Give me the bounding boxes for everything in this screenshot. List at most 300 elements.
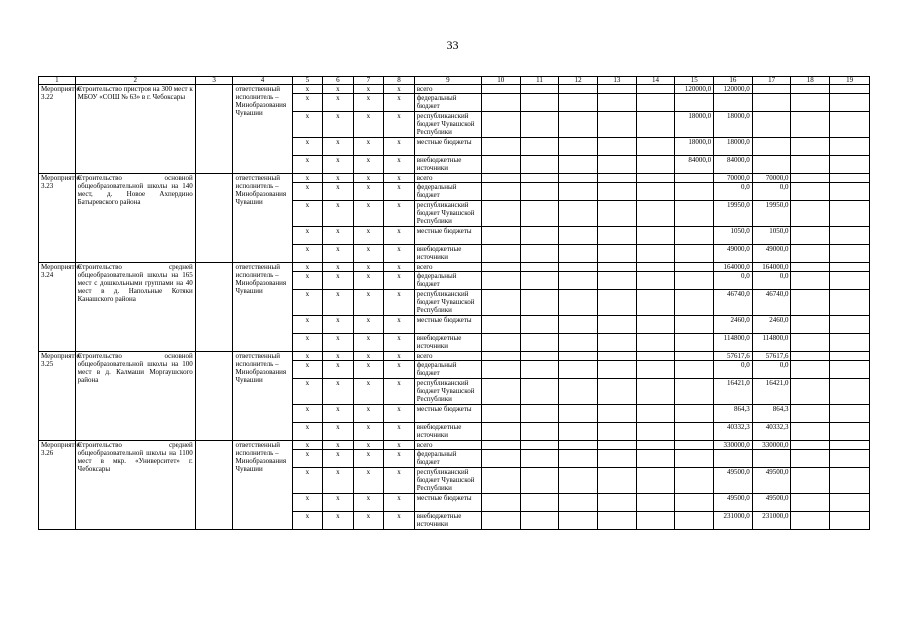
empty-cell [791, 227, 830, 245]
mark-cell: х [384, 405, 415, 423]
table-row [39, 352, 870, 361]
empty-cell [598, 138, 637, 156]
event-number: Мероприятие 3.22 [39, 85, 76, 174]
column-header: 7 [353, 77, 384, 85]
value-col-17: 2460,0 [752, 316, 791, 334]
empty-cell [559, 263, 598, 272]
value-col-16: 57617,6 [714, 352, 753, 361]
value-col-17: 49500,0 [752, 494, 791, 512]
empty-cell [481, 450, 520, 468]
program-table [38, 76, 870, 530]
funding-source: федеральный бюджет [414, 183, 481, 201]
funding-source: республиканский бюджет Чувашской Республики [414, 112, 481, 138]
mark-cell: х [384, 379, 415, 405]
empty-cell [598, 379, 637, 405]
column-header: 2 [75, 77, 195, 85]
mark-cell: х [384, 245, 415, 263]
value-col-16: 18000,0 [714, 138, 753, 156]
funding-source: местные бюджеты [414, 405, 481, 423]
value-col-17 [752, 156, 791, 174]
value-col-15 [675, 441, 714, 450]
value-col-16: 70000,0 [714, 174, 753, 183]
value-col-16: 40332,3 [714, 423, 753, 441]
value-col-16: 2460,0 [714, 316, 753, 334]
empty-cell [481, 272, 520, 290]
mark-cell: х [353, 272, 384, 290]
empty-cell [520, 85, 559, 94]
value-col-17 [752, 85, 791, 94]
value-col-15 [675, 494, 714, 512]
empty-cell [830, 201, 870, 227]
value-col-15: 120000,0 [675, 85, 714, 94]
funding-source: всего [414, 441, 481, 450]
mark-cell: х [323, 138, 354, 156]
value-col-16: 114800,0 [714, 334, 753, 352]
mark-cell: х [384, 201, 415, 227]
mark-cell: х [353, 361, 384, 379]
empty-cell [481, 494, 520, 512]
mark-cell: х [353, 316, 384, 334]
empty-cell [791, 272, 830, 290]
mark-cell: х [292, 316, 323, 334]
mark-cell: х [292, 245, 323, 263]
empty-cell [830, 423, 870, 441]
empty-cell [598, 405, 637, 423]
mark-cell: х [353, 183, 384, 201]
funding-source: республиканский бюджет Чувашской Республики [414, 201, 481, 227]
funding-source: республиканский бюджет Чувашской Республики [414, 379, 481, 405]
empty-cell [636, 138, 675, 156]
column-header: 6 [323, 77, 354, 85]
mark-cell: х [384, 94, 415, 112]
empty-cell [520, 245, 559, 263]
mark-cell: х [353, 263, 384, 272]
empty-cell [636, 512, 675, 530]
empty-cell [791, 423, 830, 441]
empty-cell [636, 201, 675, 227]
value-col-17: 0,0 [752, 272, 791, 290]
value-col-15: 18000,0 [675, 138, 714, 156]
mark-cell: х [353, 290, 384, 316]
mark-cell: х [292, 334, 323, 352]
empty-cell [598, 156, 637, 174]
empty-cell [481, 227, 520, 245]
mark-cell: х [292, 290, 323, 316]
empty-cell [636, 468, 675, 494]
empty-cell [481, 441, 520, 450]
value-col-17: 864,3 [752, 405, 791, 423]
empty-cell [481, 174, 520, 183]
empty-cell [520, 423, 559, 441]
empty-cell [791, 494, 830, 512]
empty-cell [830, 512, 870, 530]
empty-cell [481, 85, 520, 94]
empty-cell [830, 263, 870, 272]
empty-cell [520, 512, 559, 530]
empty-cell [520, 94, 559, 112]
mark-cell: х [323, 512, 354, 530]
empty-cell [791, 201, 830, 227]
empty-cell [598, 112, 637, 138]
column-header: 18 [791, 77, 830, 85]
empty-cell [520, 361, 559, 379]
empty-cell [830, 450, 870, 468]
empty-cell [559, 94, 598, 112]
empty-cell [598, 245, 637, 263]
value-col-15 [675, 174, 714, 183]
empty-cell [598, 512, 637, 530]
empty-cell [598, 201, 637, 227]
mark-cell: х [292, 85, 323, 94]
value-col-15 [675, 290, 714, 316]
mark-cell: х [292, 94, 323, 112]
funding-source: республиканский бюджет Чувашской Республики [414, 290, 481, 316]
empty-cell [598, 334, 637, 352]
empty-cell [520, 156, 559, 174]
value-col-17: 0,0 [752, 183, 791, 201]
column-header: 9 [414, 77, 481, 85]
mark-cell: х [353, 441, 384, 450]
mark-cell: х [353, 423, 384, 441]
empty-cell [791, 334, 830, 352]
mark-cell: х [292, 405, 323, 423]
empty-cell [520, 441, 559, 450]
mark-cell: х [292, 512, 323, 530]
value-col-16: 49500,0 [714, 468, 753, 494]
empty-cell [791, 361, 830, 379]
funding-source: внебюджетные источники [414, 156, 481, 174]
mark-cell: х [292, 468, 323, 494]
empty-cell [791, 379, 830, 405]
mark-cell: х [384, 334, 415, 352]
value-col-15 [675, 227, 714, 245]
value-col-16 [714, 94, 753, 112]
mark-cell: х [384, 85, 415, 94]
mark-cell: х [323, 361, 354, 379]
empty-cell [520, 227, 559, 245]
funding-source: местные бюджеты [414, 138, 481, 156]
event-number: Мероприятие 3.26 [39, 441, 76, 530]
mark-cell: х [292, 494, 323, 512]
value-col-16: 231000,0 [714, 512, 753, 530]
mark-cell: х [384, 450, 415, 468]
empty-cell [598, 183, 637, 201]
mark-cell: х [323, 227, 354, 245]
empty-cell [791, 316, 830, 334]
value-col-15: 84000,0 [675, 156, 714, 174]
empty-cell [791, 183, 830, 201]
funding-source: внебюджетные источники [414, 512, 481, 530]
empty-cell [559, 494, 598, 512]
mark-cell: х [292, 272, 323, 290]
empty-cell [195, 352, 233, 441]
mark-cell: х [384, 361, 415, 379]
value-col-17: 40332,3 [752, 423, 791, 441]
empty-cell [636, 441, 675, 450]
funding-source: федеральный бюджет [414, 450, 481, 468]
event-title: Строительство основной общеобразовательной школы на 140 мест, д. Новое Ахпердино Батыревского района [75, 174, 195, 263]
value-col-17: 1050,0 [752, 227, 791, 245]
mark-cell: х [384, 263, 415, 272]
empty-cell [481, 423, 520, 441]
value-col-17: 0,0 [752, 361, 791, 379]
mark-cell: х [323, 85, 354, 94]
empty-cell [636, 290, 675, 316]
empty-cell [559, 468, 598, 494]
value-col-17: 70000,0 [752, 174, 791, 183]
mark-cell: х [384, 494, 415, 512]
empty-cell [830, 85, 870, 94]
empty-cell [598, 85, 637, 94]
mark-cell: х [353, 174, 384, 183]
value-col-15 [675, 352, 714, 361]
mark-cell: х [323, 156, 354, 174]
empty-cell [195, 263, 233, 352]
empty-cell [520, 263, 559, 272]
mark-cell: х [292, 138, 323, 156]
value-col-16: 864,3 [714, 405, 753, 423]
empty-cell [830, 94, 870, 112]
empty-cell [830, 138, 870, 156]
mark-cell: х [353, 245, 384, 263]
mark-cell: х [323, 245, 354, 263]
mark-cell: х [323, 94, 354, 112]
mark-cell: х [292, 441, 323, 450]
empty-cell [636, 263, 675, 272]
value-col-16: 18000,0 [714, 112, 753, 138]
mark-cell: х [384, 423, 415, 441]
empty-cell [830, 334, 870, 352]
empty-cell [598, 494, 637, 512]
empty-cell [559, 272, 598, 290]
mark-cell: х [323, 290, 354, 316]
empty-cell [830, 316, 870, 334]
mark-cell: х [323, 263, 354, 272]
empty-cell [481, 334, 520, 352]
mark-cell: х [384, 227, 415, 245]
column-number-row [39, 77, 870, 85]
funding-source: местные бюджеты [414, 316, 481, 334]
funding-source: всего [414, 263, 481, 272]
mark-cell: х [384, 272, 415, 290]
column-header: 8 [384, 77, 415, 85]
empty-cell [481, 379, 520, 405]
empty-cell [559, 379, 598, 405]
mark-cell: х [323, 174, 354, 183]
mark-cell: х [323, 201, 354, 227]
empty-cell [636, 334, 675, 352]
empty-cell [830, 183, 870, 201]
empty-cell [559, 138, 598, 156]
value-col-17 [752, 112, 791, 138]
value-col-15 [675, 316, 714, 334]
value-col-15 [675, 450, 714, 468]
empty-cell [636, 227, 675, 245]
empty-cell [791, 174, 830, 183]
empty-cell [481, 352, 520, 361]
event-title: Строительство пристроя на 300 мест к МБОУ «СОШ № 63» в г. Чебоксары [75, 85, 195, 174]
empty-cell [559, 245, 598, 263]
mark-cell: х [323, 352, 354, 361]
value-col-15 [675, 245, 714, 263]
funding-source: внебюджетные источники [414, 423, 481, 441]
value-col-16: 46740,0 [714, 290, 753, 316]
mark-cell: х [323, 423, 354, 441]
empty-cell [598, 316, 637, 334]
mark-cell: х [292, 352, 323, 361]
column-header: 12 [559, 77, 598, 85]
column-header: 13 [598, 77, 637, 85]
empty-cell [195, 174, 233, 263]
empty-cell [520, 450, 559, 468]
value-col-15 [675, 379, 714, 405]
value-col-15 [675, 334, 714, 352]
mark-cell: х [323, 379, 354, 405]
value-col-16: 330000,0 [714, 441, 753, 450]
value-col-16: 120000,0 [714, 85, 753, 94]
empty-cell [598, 361, 637, 379]
empty-cell [636, 494, 675, 512]
empty-cell [830, 112, 870, 138]
empty-cell [830, 290, 870, 316]
empty-cell [830, 174, 870, 183]
empty-cell [559, 512, 598, 530]
empty-cell [559, 441, 598, 450]
empty-cell [830, 468, 870, 494]
column-header: 11 [520, 77, 559, 85]
empty-cell [791, 512, 830, 530]
value-col-16: 164000,0 [714, 263, 753, 272]
event-number: Мероприятие 3.25 [39, 352, 76, 441]
mark-cell: х [353, 201, 384, 227]
empty-cell [481, 468, 520, 494]
value-col-16: 49000,0 [714, 245, 753, 263]
empty-cell [830, 156, 870, 174]
funding-source: местные бюджеты [414, 227, 481, 245]
mark-cell: х [384, 352, 415, 361]
empty-cell [481, 512, 520, 530]
value-col-15 [675, 201, 714, 227]
value-col-15 [675, 512, 714, 530]
mark-cell: х [292, 423, 323, 441]
mark-cell: х [353, 512, 384, 530]
empty-cell [559, 334, 598, 352]
mark-cell: х [292, 174, 323, 183]
empty-cell [559, 112, 598, 138]
mark-cell: х [353, 379, 384, 405]
value-col-17: 16421,0 [752, 379, 791, 405]
mark-cell: х [323, 441, 354, 450]
column-header: 19 [830, 77, 870, 85]
column-header: 5 [292, 77, 323, 85]
mark-cell: х [353, 94, 384, 112]
empty-cell [791, 138, 830, 156]
column-header: 17 [752, 77, 791, 85]
value-col-15 [675, 263, 714, 272]
mark-cell: х [292, 201, 323, 227]
value-col-15 [675, 272, 714, 290]
empty-cell [559, 352, 598, 361]
value-col-16: 0,0 [714, 183, 753, 201]
value-col-16: 84000,0 [714, 156, 753, 174]
funding-source: внебюджетные источники [414, 245, 481, 263]
empty-cell [636, 94, 675, 112]
value-col-17 [752, 138, 791, 156]
empty-cell [520, 112, 559, 138]
empty-cell [559, 423, 598, 441]
empty-cell [598, 352, 637, 361]
funding-source: внебюджетные источники [414, 334, 481, 352]
value-col-17 [752, 94, 791, 112]
mark-cell: х [323, 112, 354, 138]
value-col-17: 164000,0 [752, 263, 791, 272]
table-row [39, 263, 870, 272]
empty-cell [559, 227, 598, 245]
empty-cell [791, 441, 830, 450]
empty-cell [598, 290, 637, 316]
empty-cell [598, 227, 637, 245]
empty-cell [481, 263, 520, 272]
mark-cell: х [353, 352, 384, 361]
funding-source: всего [414, 174, 481, 183]
column-header: 15 [675, 77, 714, 85]
mark-cell: х [292, 227, 323, 245]
empty-cell [636, 174, 675, 183]
funding-source: всего [414, 352, 481, 361]
value-col-17: 114800,0 [752, 334, 791, 352]
mark-cell: х [353, 112, 384, 138]
column-header: 1 [39, 77, 76, 85]
empty-cell [791, 112, 830, 138]
mark-cell: х [323, 334, 354, 352]
empty-cell [559, 85, 598, 94]
column-header: 16 [714, 77, 753, 85]
empty-cell [598, 423, 637, 441]
mark-cell: х [323, 468, 354, 494]
empty-cell [481, 183, 520, 201]
value-col-16: 16421,0 [714, 379, 753, 405]
value-col-17: 49000,0 [752, 245, 791, 263]
empty-cell [636, 405, 675, 423]
empty-cell [481, 94, 520, 112]
value-col-17: 19950,0 [752, 201, 791, 227]
empty-cell [559, 361, 598, 379]
empty-cell [481, 201, 520, 227]
empty-cell [636, 245, 675, 263]
value-col-16: 1050,0 [714, 227, 753, 245]
mark-cell: х [353, 405, 384, 423]
mark-cell: х [353, 468, 384, 494]
table-row [39, 174, 870, 183]
empty-cell [520, 405, 559, 423]
empty-cell [830, 361, 870, 379]
event-executor: ответственный исполнитель – Минобразования Чувашии [233, 352, 292, 441]
empty-cell [791, 245, 830, 263]
value-col-15: 18000,0 [675, 112, 714, 138]
value-col-17: 57617,6 [752, 352, 791, 361]
value-col-15 [675, 183, 714, 201]
event-executor: ответственный исполнитель – Минобразования Чувашии [233, 85, 292, 174]
empty-cell [481, 361, 520, 379]
mark-cell: х [353, 85, 384, 94]
value-col-17: 330000,0 [752, 441, 791, 450]
empty-cell [598, 272, 637, 290]
event-title: Строительство основной общеобразовательной школы на 100 мест в д. Калмаши Моргаушского района [75, 352, 195, 441]
mark-cell: х [353, 156, 384, 174]
empty-cell [830, 405, 870, 423]
empty-cell [636, 112, 675, 138]
mark-cell: х [384, 512, 415, 530]
